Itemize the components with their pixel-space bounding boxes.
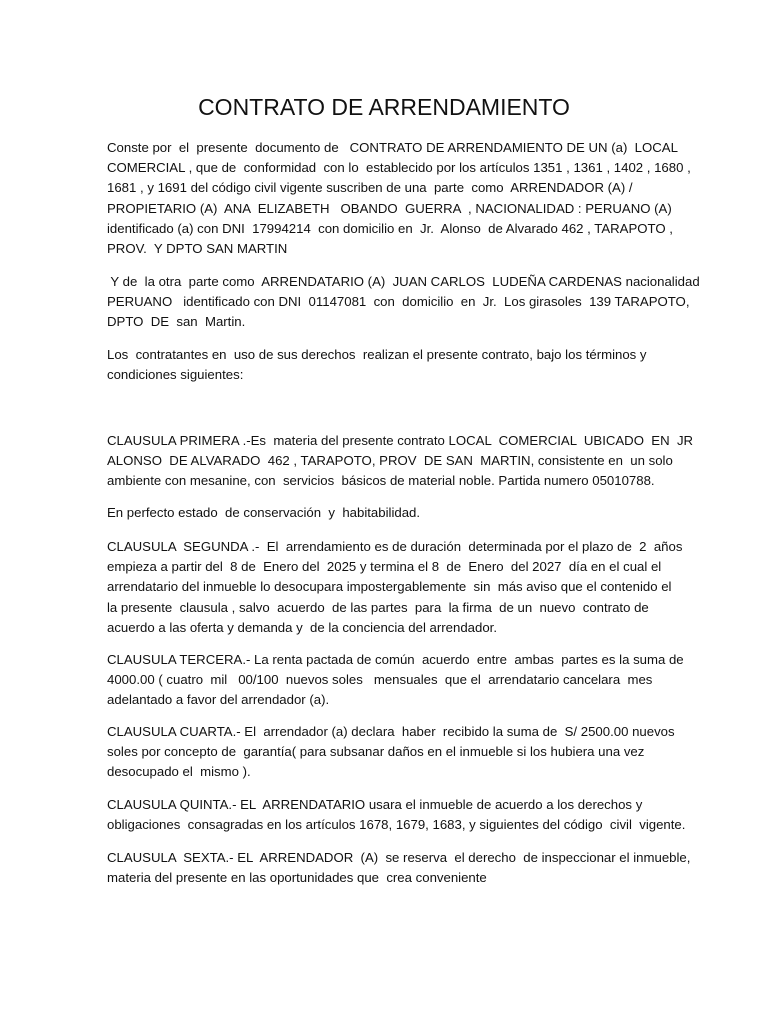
text-line: 1681 , y 1691 del código civil vigente suscriben de una parte como ARRENDADOR (A) / <box>107 180 633 196</box>
text-line: adelantado a favor del arrendador (a). <box>107 692 330 708</box>
text-line: acuerdo a las oferta y demanda y de la conciencia del arrendador. <box>107 619 498 635</box>
text-line: Conste por el presente documento de CONTRATO DE ARRENDAMIENTO DE UN (a) LOCAL <box>107 140 678 155</box>
text-line: materia del presente en las oportunidades que crea conveniente <box>107 870 487 886</box>
text-line: Y de la otra parte como ARRENDATARIO (A) JUAN CARLOS LUDEÑA CARDENAS nacionalidad <box>107 274 700 289</box>
text-line: la presente clausula , salvo acuerdo de las partes para la firma de un nuevo contrato de <box>107 599 649 615</box>
paragraph-intro-terms <box>107 345 667 385</box>
text-line: En perfecto estado de conservación y habitabilidad. <box>107 505 421 520</box>
text-line: obligaciones consagradas en los artículos 1678, 1679, 1683, y siguientes del código civil vigente. <box>107 817 686 833</box>
text-line: PROV. Y DPTO SAN MARTIN <box>107 240 288 256</box>
clause-cuarta <box>107 722 675 783</box>
document-title: CONTRATO DE ARRENDAMIENTO <box>198 94 570 120</box>
text-line: Los contratantes en uso de sus derechos realizan el presente contrato, bajo los términos y <box>107 347 647 362</box>
text-line: PERUANO identificado con DNI 01147081 con domicilio en Jr. Los girasoles 139 TARAPOTO, <box>107 294 690 310</box>
text-line: ALONSO DE ALVARADO 462 , TARAPOTO, PROV DE SAN MARTIN, consistente en un solo <box>107 453 673 469</box>
text-line: COMERCIAL , que de conformidad con lo establecido por los artículos 1351 , 1361 , 1402 , 1680 , <box>107 160 691 176</box>
text-line: 4000.00 ( cuatro mil 00/100 nuevos soles mensuales que el arrendatario cancelara mes <box>107 672 653 688</box>
text-line: CLAUSULA TERCERA.- La renta pactada de común acuerdo entre ambas partes es la suma de <box>107 652 684 667</box>
paragraph-parties-arrendatario <box>107 272 700 333</box>
text-line: soles por concepto de garantía( para subsanar daños en el inmueble si los hubiera una vez <box>107 744 645 760</box>
text-line: arrendatario del inmueble lo desocupara impostergablemente sin más aviso que el contenido el <box>107 579 672 595</box>
clause-segunda <box>107 537 683 638</box>
clause-primera <box>107 431 694 492</box>
text-line: DPTO DE san Martin. <box>107 314 246 330</box>
text-line: CLAUSULA QUINTA.- EL ARRENDATARIO usara el inmueble de acuerdo a los derechos y <box>107 797 643 812</box>
clause-quinta <box>107 795 686 835</box>
text-line: empieza a partir del 8 de Enero del 2025 y termina el 8 de Enero del 2027 día en el cual el <box>107 559 662 575</box>
text-line: CLAUSULA PRIMERA .-Es materia del presente contrato LOCAL COMERCIAL UBICADO EN JR <box>107 433 694 448</box>
clause-tercera <box>107 650 684 711</box>
text-line: CLAUSULA SEGUNDA .- El arrendamiento es de duración determinada por el plazo de 2 años <box>107 539 683 554</box>
text-line: CLAUSULA CUARTA.- El arrendador (a) declara haber recibido la suma de S/ 2500.00 nuevos <box>107 724 675 739</box>
paragraph-parties-arrendador <box>107 138 691 259</box>
text-line: ambiente con mesanine, con servicios básicos de material noble. Partida numero 05010788. <box>107 473 655 489</box>
text-line: desocupado el mismo ). <box>107 764 251 780</box>
text-line: condiciones siguientes: <box>107 367 244 383</box>
text-line: CLAUSULA SEXTA.- EL ARRENDADOR (A) se reserva el derecho de inspeccionar el inmueble, <box>107 850 691 865</box>
text-line: identificado (a) con DNI 17994214 con domicilio en Jr. Alonso de Alvarado 462 , TARAPOTO , <box>107 220 673 236</box>
text-line: PROPIETARIO (A) ANA ELIZABETH OBANDO GUERRA , NACIONALIDAD : PERUANO (A) <box>107 200 672 216</box>
paragraph-conservation <box>107 503 667 523</box>
clause-sexta <box>107 848 691 888</box>
